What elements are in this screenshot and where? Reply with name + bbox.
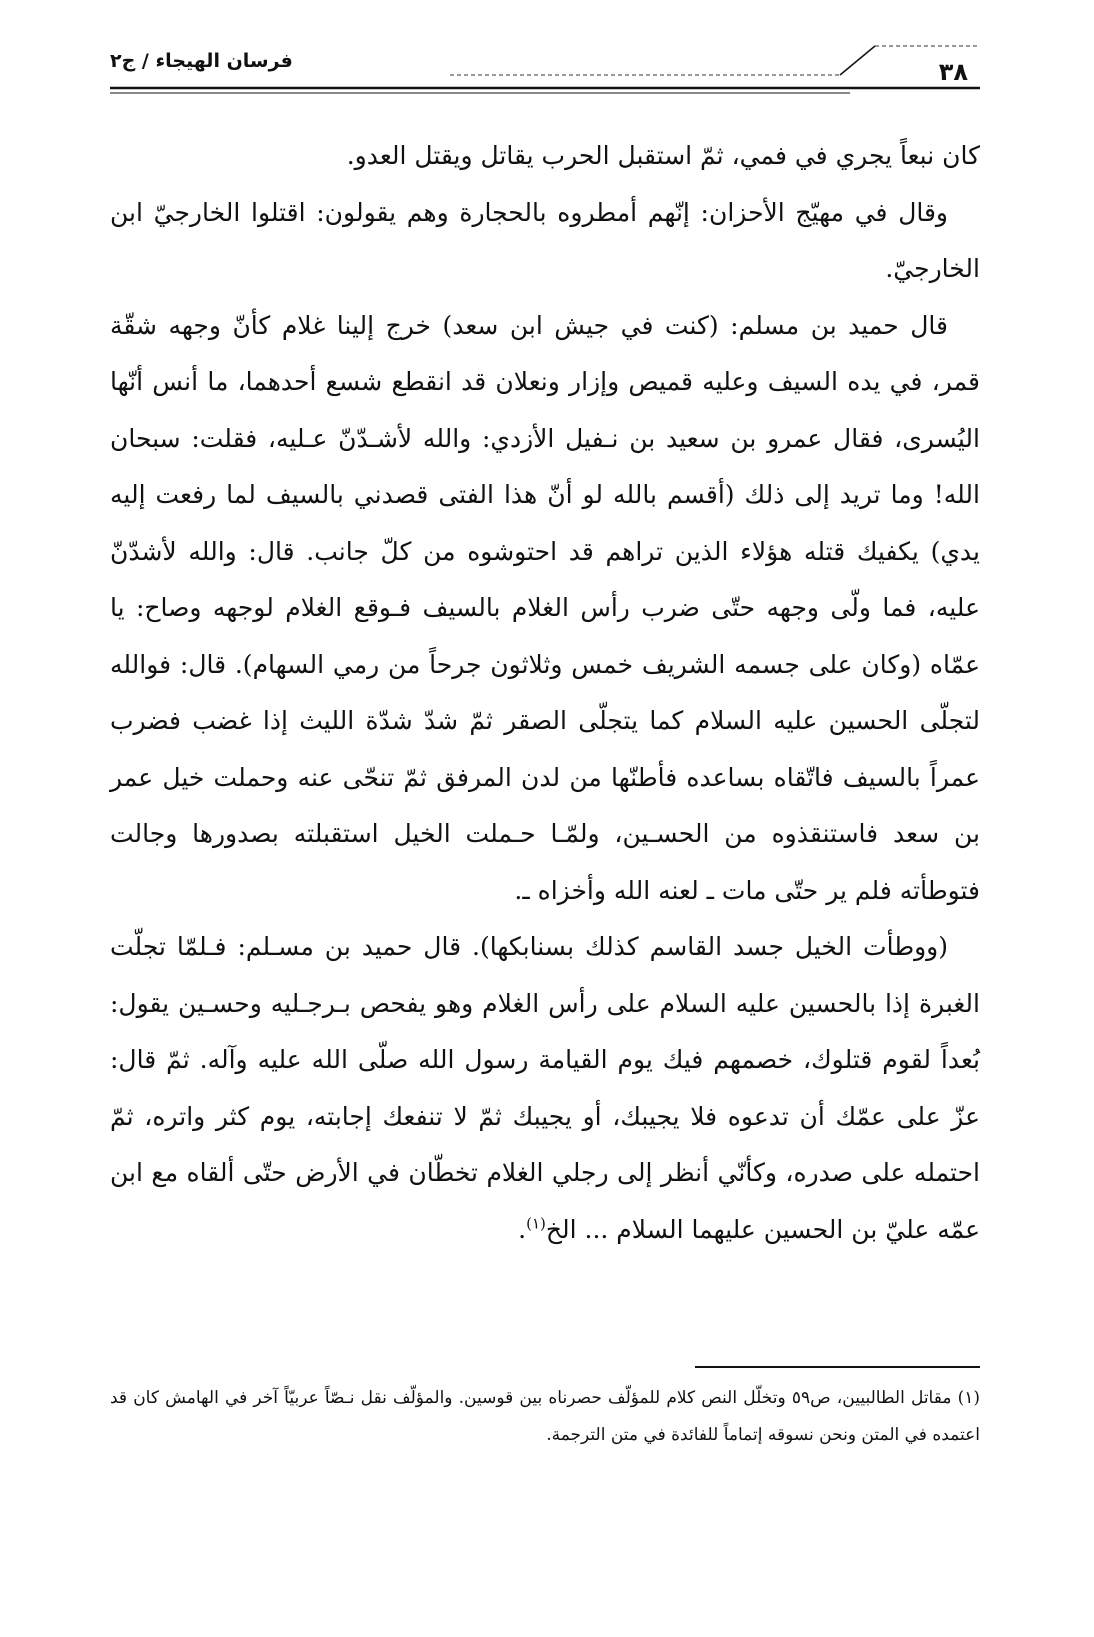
running-title: فرسان الهيجاء / ج٢: [110, 50, 293, 72]
paragraph-text: (ووطأت الخيل جسد القاسم كذلك بسنابكها). قال حميد بن مسـلم: فـلمّا تجلّت الغبرة إذا بالحسين عليه السلام على رأس الغلام وهو يفحص بـرجـليه وحسـين يقول: بُعداً لقوم قتلوك، خصمهم فيك يوم القيامة رسول الله صلّى الله عليه وآله. ثمّ قال: عزّ على عمّك أن تدعوه فلا يجيبك، أو يجيبك ثمّ لا تنفعك إجابته، يوم كثر واتره، ثمّ احتمله على صدره، وكأنّي أنظر إلى رجلي الغلام تخطّان في الأرض حتّى ألقاه مع ابن عمّه عليّ بن الحسين عليهما السلام ... الخ: [110, 932, 980, 1244]
main-text: [110, 128, 980, 1258]
footnote-text: (١) مقاتل الطالبيين، ص٥٩ وتخلّل النص كلام للمؤلّف حصرناه بين قوسين. والمؤلّف نقل نـصّاً عربيّاً آخر في الهامش كان قد اعتمده في المتن ونحن نسوقه إتماماً للفائدة في متن الترجمة.: [110, 1388, 981, 1445]
paragraph-end: .: [518, 1214, 527, 1244]
paragraph: قال حميد بن مسلم: (كنت في جيش ابن سعد) خرج إلينا غلام كأنّ وجهه شقّة قمر، في يده السيف وعليه قميص وإزار ونعلان قد انقطع شسع أحدهما، ما أنس أنّها اليُسرى، فقال عمرو بن سعيد بن نـفيل الأزدي: والله لأشـدّنّ عـليه، فقلت: سبحان الله! وما تريد إلى ذلك (أقسم بالله لو أنّ هذا الفتى قصدني بالسيف لما رفعت إليه يدي) يكفيك قتله هؤلاء الذين تراهم قد احتوشوه من كلّ جانب. قال: والله لأشدّنّ عليه، فما ولّى وجهه حتّى ضرب رأس الغلام بالسيف فـوقع الغلام لوجهه وصاح: يا عمّاه (وكان على جسمه الشريف خمس وثلاثون جرحاً من رمي السهام). قال: فوالله لتجلّى الحسين عليه السلام كما يتجلّى الصقر ثمّ شدّ شدّة الليث إذا غضب فضرب عمراً بالسيف فاتّقاه بساعده فأطنّها من لدن المرفق ثمّ تنحّى عنه وحملت خيل عمر بن سعد فاستنقذوه من الحسـين، ولمّـا حـملت الخيل استقبلته بصدورها وجالت فتوطأته فلم ير حتّى مات ـ لعنه الله وأخزاه ـ.: [110, 310, 980, 905]
page-header: [110, 40, 980, 100]
paragraph: وقال في مهيّج الأحزان: إنّهم أمطروه بالحجارة وهم يقولون: اقتلوا الخارجيّ ابن الخارجيّ.: [110, 197, 980, 283]
page-number: ٣٨: [938, 58, 968, 86]
paragraph: [110, 919, 980, 1258]
footnote-separator: [695, 1366, 980, 1368]
footnote-reference[interactable]: (١): [526, 1214, 546, 1233]
paragraph: كان نبعاً يجري في فمي، ثمّ استقبل الحرب يقاتل ويقتل العدو.: [346, 141, 980, 170]
footnote: [110, 1380, 980, 1454]
